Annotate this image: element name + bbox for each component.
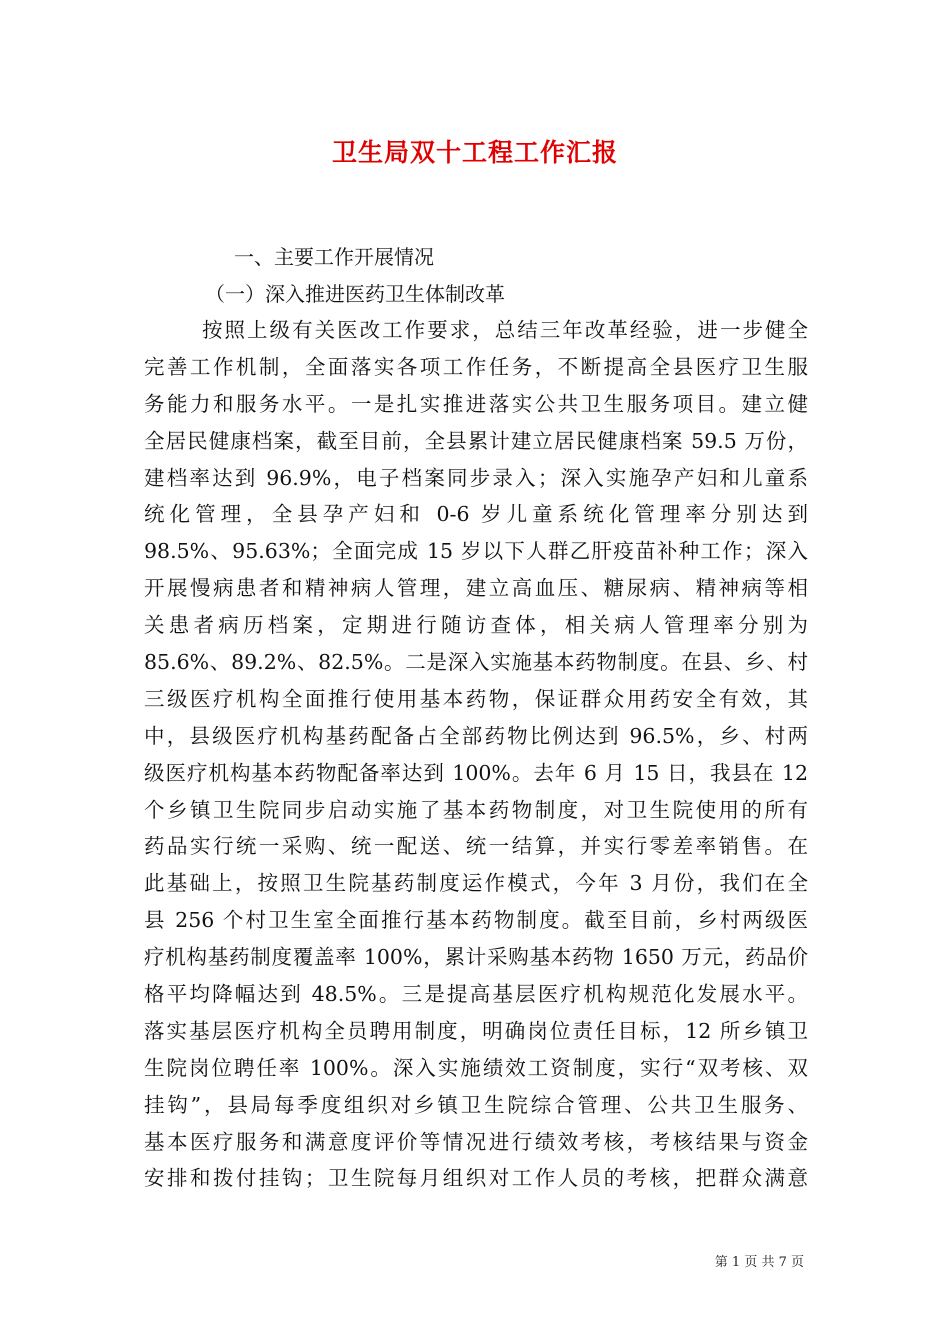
subsection-heading: （一）深入推进医药卫生体制改革 — [205, 282, 505, 306]
document-title: 卫生局双十工程工作汇报 — [331, 138, 618, 167]
text-line: 85.6%、89.2%、82.5%。二是深入实施基本药物制度。在县、乡、村 — [144, 650, 808, 675]
text-line: 关患者病历档案，定期进行随访查体，相关病人管理率分别为 — [144, 613, 808, 638]
text-line: 完善工作机制，全面落实各项工作任务，不断提高全县医疗卫生服 — [144, 354, 808, 379]
text-line: 生院岗位聘任率 100%。深入实施绩效工资制度，实行“双考核、双 — [144, 1055, 808, 1080]
section-heading: 一、主要工作开展情况 — [234, 245, 434, 269]
text-line: 开展慢病患者和精神病人管理，建立高血压、糖尿病、精神病等相 — [144, 576, 808, 601]
text-line: 统化管理，全县孕产妇和 0-6 岁儿童系统化管理率分别达到 — [144, 502, 808, 527]
text-line: 挂钩”，县局每季度组织对乡镇卫生院综合管理、公共卫生服务、 — [144, 1092, 808, 1117]
text-line: 务能力和服务水平。一是扎实推进落实公共卫生服务项目。建立健 — [144, 391, 808, 416]
text-line: 按照上级有关医改工作要求，总结三年改革经验，进一步健全 — [202, 318, 808, 342]
text-line: 98.5%、95.63%；全面完成 15 岁以下人群乙肝疫苗补种工作；深入 — [144, 539, 808, 564]
text-line: 级医疗机构基本药物配备率达到 100%。去年 6 月 15 日，我县在 12 — [144, 760, 808, 785]
text-line: 县 256 个村卫生室全面推行基本药物制度。截至目前，乡村两级医 — [144, 908, 808, 933]
text-line: 落实基层医疗机构全员聘用制度，明确岗位责任目标，12 所乡镇卫 — [144, 1018, 808, 1043]
text-line: 此基础上，按照卫生院基药制度运作模式，今年 3 月份，我们在全 — [144, 871, 808, 896]
text-line: 格平均降幅达到 48.5%。三是提高基层医疗机构规范化发展水平。 — [144, 982, 808, 1007]
body-paragraph — [144, 312, 808, 1197]
text-line: 疗机构基药制度覆盖率 100%，累计采购基本药物 1650 万元，药品价 — [144, 945, 808, 970]
text-line: 药品实行统一采购、统一配送、统一结算，并实行零差率销售。在 — [144, 834, 808, 859]
text-line: 全居民健康档案，截至目前，全县累计建立居民健康档案 59.5 万份， — [144, 428, 808, 453]
text-line: 建档率达到 96.9%，电子档案同步录入；深入实施孕产妇和儿童系 — [144, 465, 808, 490]
text-line: 三级医疗机构全面推行使用基本药物，保证群众用药安全有效，其 — [144, 686, 808, 711]
text-line: 个乡镇卫生院同步启动实施了基本药物制度，对卫生院使用的所有 — [144, 797, 808, 822]
text-line: 中，县级医疗机构基药配备占全部药物比例达到 96.5%，乡、村两 — [144, 723, 808, 748]
text-line: 基本医疗服务和满意度评价等情况进行绩效考核，考核结果与资金 — [144, 1129, 808, 1154]
page-number: 第 1 页 共 7 页 — [714, 1255, 804, 1270]
text-line: 安排和拨付挂钩；卫生院每月组织对工作人员的考核，把群众满意 — [144, 1166, 808, 1191]
